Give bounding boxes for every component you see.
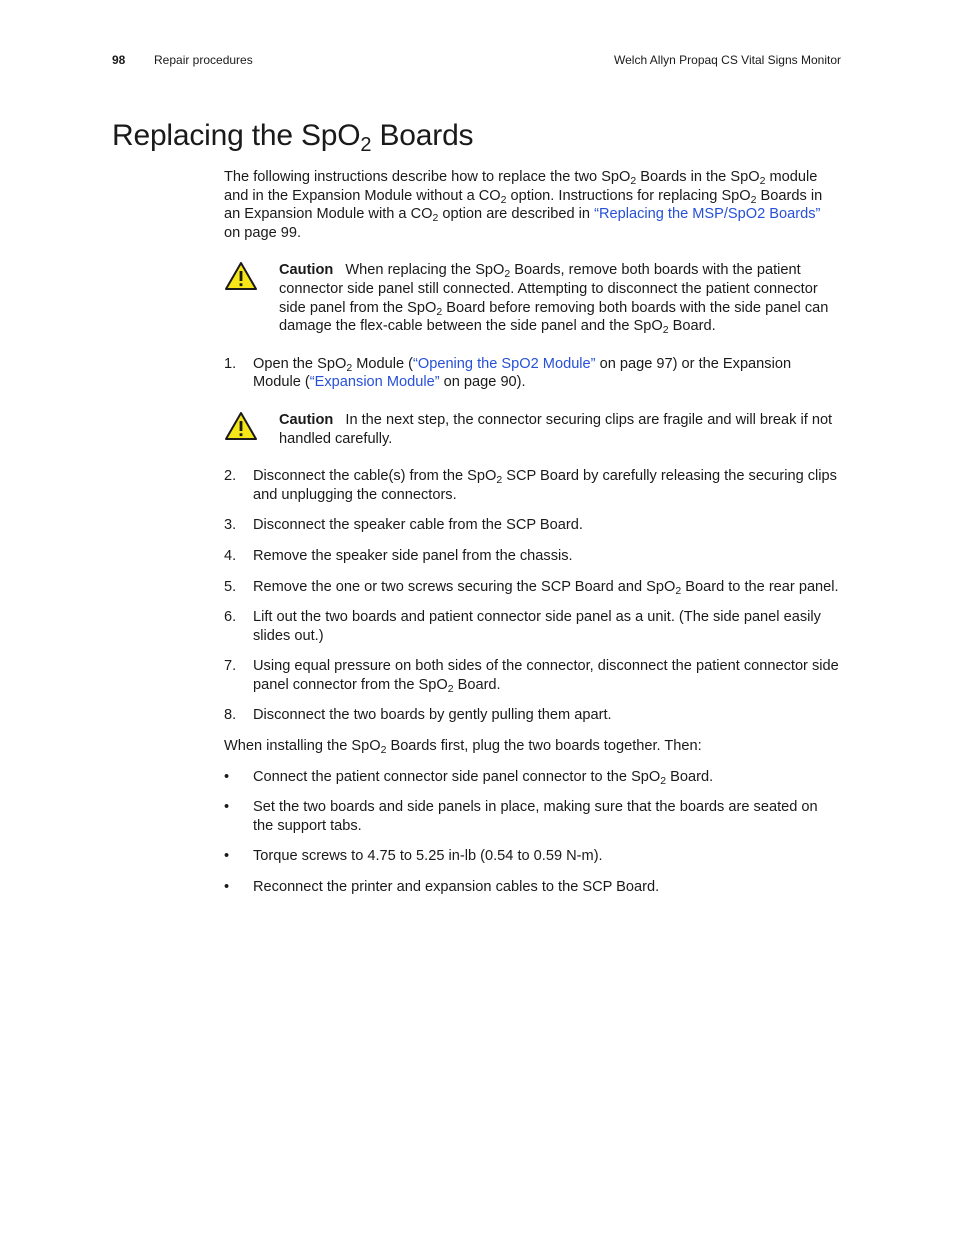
step-text: Open the SpO$_2$ Module (“Opening the SpO2 Module” on page 97) or the Expansion Module (“Expansion Module” on page 90). [253, 355, 792, 391]
bullet-item [224, 847, 840, 866]
step-number: 2. [224, 468, 237, 485]
bullet-icon: • [224, 879, 230, 896]
bullet-item [224, 798, 840, 835]
list-item [224, 608, 840, 645]
installing-paragraph: When installing the SpO$_2$ Boards first, plug the two boards together. Then: [224, 738, 702, 757]
step-text: Disconnect the speaker cable from the SCP Board. [253, 517, 583, 534]
list-item [224, 547, 840, 566]
page-header [0, 53, 954, 69]
step-number: 7. [224, 658, 237, 675]
step-number: 6. [224, 609, 237, 626]
step-text: Remove the speaker side panel from the chassis. [253, 547, 573, 564]
step-number: 1. [224, 355, 237, 372]
step-number: 3. [224, 517, 237, 534]
bullet-text: Set the two boards and side panels in place, making sure that the boards are seated on the support tabs. [253, 799, 818, 834]
list-item [224, 706, 840, 725]
page-number: 98 [112, 53, 126, 67]
page-title: Replacing the SpO$_2$ Boards [112, 119, 474, 156]
bullet-item [224, 768, 840, 787]
list-item [224, 578, 840, 597]
replacing-msp-spo2-link[interactable]: “Replacing the MSP/SpO2 Boards” [594, 206, 821, 223]
document-title: Welch Allyn Propaq CS Vital Signs Monitor [614, 53, 841, 67]
warning-icon [224, 411, 258, 441]
list-item [224, 516, 840, 535]
step-text: Disconnect the cable(s) from the SpO$_2$ SCP Board by carefully releasing the securing clips and unplugging the connectors. [253, 468, 837, 503]
list-item [224, 355, 840, 392]
caution-text: Caution In the next step, the connector securing clips are fragile and will break if not handled carefully. [279, 411, 833, 447]
main-content [224, 168, 840, 909]
intro-paragraph: The following instructions describe how to replace the two SpO$_2$ Boards in the SpO$_2$ module and in the Expansion Module without a $CO_2$ option. Instructions for replacing SpO$_2$ Boards in an Expansion Module with a $CO_2$ option are described in “Replacing the MSP/SpO2 Boards” on page 99. [224, 169, 823, 241]
bullet-text: Torque screws to 4.75 to 5.25 in-lb (0.54 to 0.59 N-m). [253, 848, 603, 865]
list-item [224, 657, 840, 694]
caution-text: Caution When replacing the SpO$_2$ Boards, remove both boards with the patient connector side panel still connected. Attempting to disconnect the patient connector side panel from the SpO$_2$ Board before removing both boards with the side panel can damage the flex-cable between the side panel and the SpO$_2$ Board. [279, 262, 829, 337]
caution-block [224, 261, 840, 335]
list-item [224, 467, 840, 504]
bullet-icon: • [224, 848, 230, 865]
bullet-item [224, 878, 840, 897]
warning-icon [224, 261, 258, 291]
step-text: Using equal pressure on both sides of the connector, disconnect the patient connector side panel connector from the SpO$_2$ Board. [253, 658, 839, 695]
caution-label: Caution [279, 262, 334, 279]
step-text: Remove the one or two screws securing the SCP Board and SpO$_2$ Board to the rear panel. [253, 578, 839, 597]
caution-block [224, 411, 840, 448]
step-number: 8. [224, 707, 237, 724]
step-text: Lift out the two boards and patient connector side panel as a unit. (The side panel easily slides out.) [253, 609, 821, 644]
bullet-text: Reconnect the printer and expansion cables to the SCP Board. [253, 879, 660, 896]
step-text: Disconnect the two boards by gently pulling them apart. [253, 707, 612, 724]
section-name: Repair procedures [154, 53, 253, 67]
caution-label: Caution [279, 411, 334, 428]
step-number: 4. [224, 547, 237, 564]
bullet-icon: • [224, 768, 230, 785]
bullet-text: Connect the patient connector side panel connector to the SpO$_2$ Board. [253, 768, 714, 787]
opening-spo2-module-link[interactable]: “Opening the SpO2 Module” [413, 355, 596, 372]
step-number: 5. [224, 578, 237, 595]
expansion-module-link[interactable]: “Expansion Module” [309, 374, 440, 391]
bullet-icon: • [224, 799, 230, 816]
